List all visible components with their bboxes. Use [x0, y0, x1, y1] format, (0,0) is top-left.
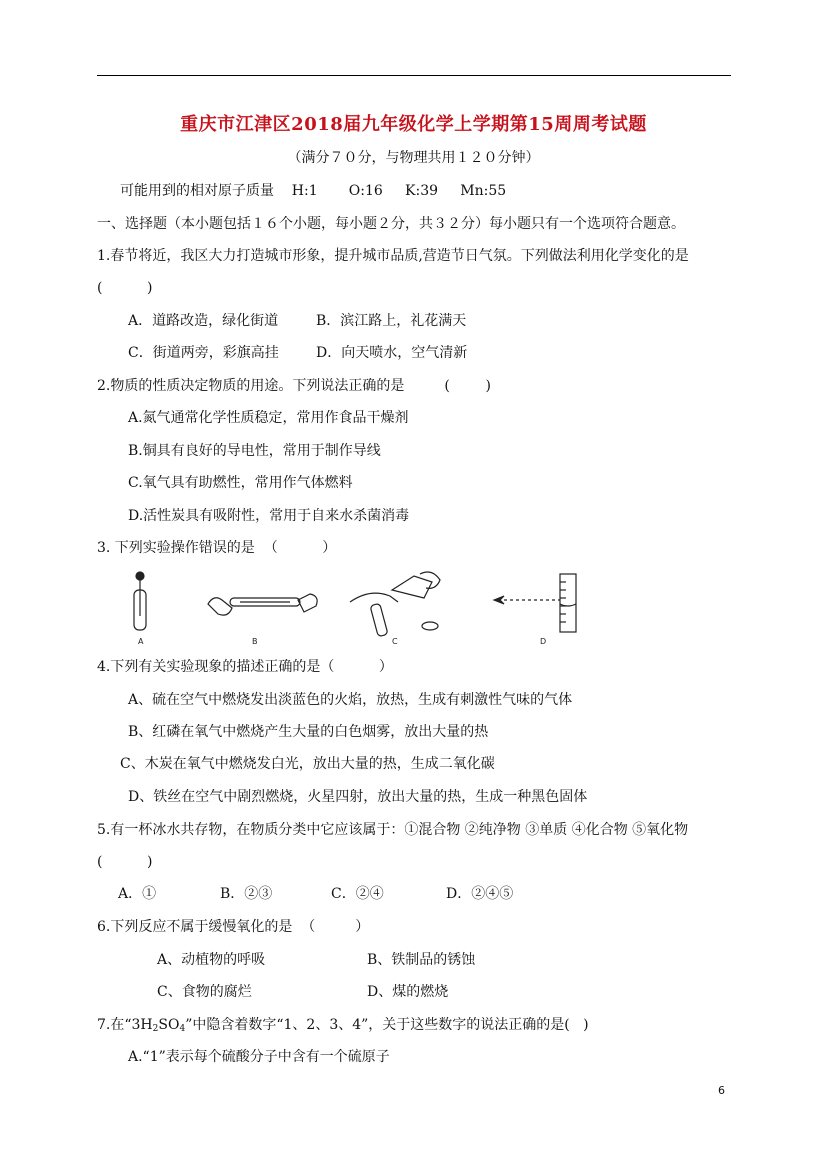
question-1-blank: ( ): [97, 280, 153, 296]
figure-label-c: C: [392, 637, 398, 646]
page-number: 6: [718, 1084, 725, 1097]
page-title: 重庆市江津区2018届九年级化学上学期第15周周考试题: [180, 114, 647, 135]
question-1-option-a: A．道路改造，绿化街道: [128, 313, 279, 329]
figure-a-dropper-test-tube: [134, 572, 146, 630]
question-2-option-d: D.活性炭具有吸附性，常用于自来水杀菌消毒: [128, 508, 410, 524]
question-5-option-a: A．①: [118, 886, 157, 902]
question-3-stem: 3. 下列实验操作错误的是 （ ）: [97, 540, 337, 556]
q7-text-before: 7.在“3H: [97, 1017, 153, 1033]
question-2-option-c: C.氧气具有助燃性，常用作气体燃料: [128, 475, 353, 491]
page-subtitle: （满分７０分，与物理共用１２０分钟）: [287, 150, 540, 166]
question-6-option-d: D、煤的燃烧: [367, 984, 449, 1000]
figure-label-d: D: [540, 637, 547, 646]
figure-d-read-cylinder: [494, 574, 576, 632]
q7-text-after: ”中隐含着数字“1、2、3、4”，关于这些数字的说法正确的是( ): [185, 1017, 589, 1033]
question-4-option-b: B、红磷在氧气中燃烧产生大量的白色烟雾，放出大量的热: [128, 724, 489, 740]
figure-c-pouring-liquid: [350, 572, 440, 637]
question-6-stem: 6.下列反应不属于缓慢氧化的是 （ ）: [97, 919, 370, 935]
question-5-option-d: D．②④⑤: [446, 886, 514, 902]
figure-b-hands-test-tube: [208, 594, 317, 615]
figure-label-a: A: [138, 637, 144, 646]
question-5-stem: 5.有一杯冰水共存物，在物质分类中它应该属于：①混合物 ②纯净物 ③单质 ④化合物 ⑤氧化物: [97, 822, 689, 838]
question-1-stem: 1.春节将近，我区大力打造城市形象，提升城市品质,营造节日气氛。下列做法利用化学变化的是: [97, 248, 689, 264]
question-6-option-c: C、食物的腐烂: [157, 984, 252, 1000]
question-4-option-d: D、铁丝在空气中剧烈燃烧，火星四射，放出大量的热，生成一种黑色固体: [128, 789, 588, 805]
q7-text-mid: SO: [158, 1017, 180, 1033]
question-1-option-b: B．滨江路上，礼花满天: [316, 313, 467, 329]
figure-label-b: B: [252, 637, 258, 646]
question-1-option-c: C．街道两旁，彩旗高挂: [128, 345, 279, 361]
question-2-stem: 2.物质的性质决定物质的用途。下列说法正确的是 ( ): [97, 378, 491, 394]
question-3-figure: [120, 568, 600, 648]
header-rule: [97, 75, 731, 76]
question-5-option-c: C．②④: [331, 886, 384, 902]
question-4-option-c: C、木炭在氧气中燃烧发白光，放出大量的热，生成二氧化碳: [120, 756, 495, 772]
question-5-option-b: B．②③: [220, 886, 273, 902]
question-2-option-b: B.铜具有良好的导电性，常用于制作导线: [128, 443, 381, 459]
section-heading: 一、选择题（本小题包括１６个小题，每小题２分，共３２分）每小题只有一个选项符合题意。: [97, 216, 685, 232]
atomic-mass-line: 可能用到的相对原子质量 H:1 O:16 K:39 Mn:55: [120, 183, 507, 199]
question-7-stem: [97, 1015, 589, 1039]
question-1-option-d: D．向天喷水，空气清新: [316, 345, 468, 361]
question-4-stem: 4.下列有关实验现象的描述正确的是（ ）: [97, 659, 393, 675]
q7-subscript-2: 2: [152, 1024, 159, 1034]
question-6-option-b: B、铁制品的锈蚀: [367, 952, 476, 968]
question-4-option-a: A、硫在空气中燃烧发出淡蓝色的火焰，放热，生成有刺激性气味的气体: [128, 692, 573, 708]
question-7-option-a: A.“1”表示每个硫酸分子中含有一个硫原子: [128, 1049, 390, 1065]
question-6-option-a: A、动植物的呼吸: [157, 952, 266, 968]
q7-subscript-4: 4: [179, 1024, 186, 1034]
question-2-option-a: A.氮气通常化学性质稳定，常用作食品干燥剂: [128, 410, 409, 426]
question-5-blank: ( ): [97, 854, 153, 870]
